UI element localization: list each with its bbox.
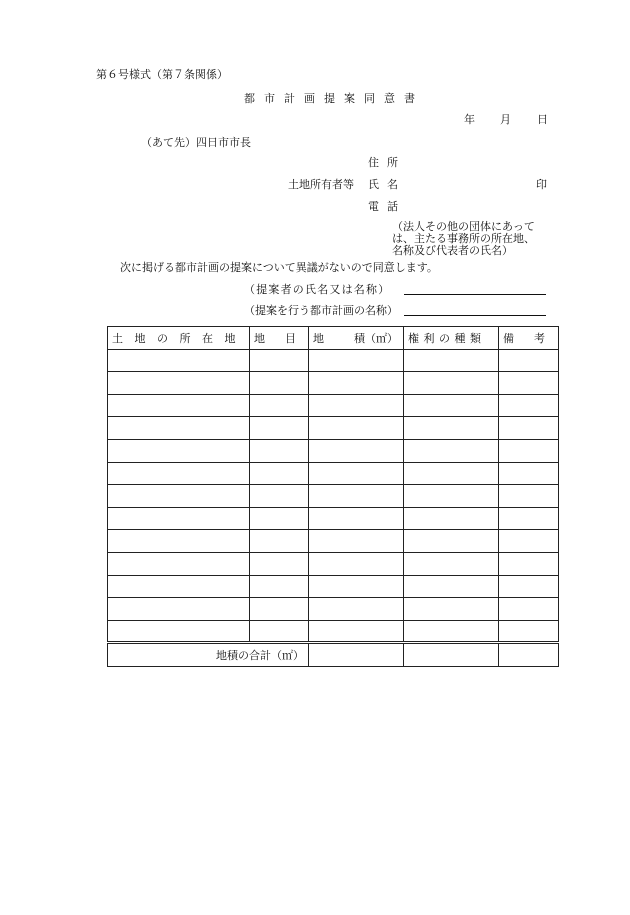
address-label: 住所	[368, 156, 406, 169]
land-category-cell[interactable]	[250, 372, 309, 395]
land-category-cell[interactable]	[250, 462, 309, 485]
area-cell[interactable]	[309, 598, 404, 621]
corporate-note	[392, 221, 535, 257]
header-location: 土地の所在地	[108, 327, 250, 350]
land-category-cell[interactable]	[250, 485, 309, 508]
document-title: 都市計画提案同意書	[244, 92, 424, 105]
total-empty-cell	[499, 643, 559, 667]
table-row	[108, 439, 559, 462]
table-row	[108, 620, 559, 643]
remarks-cell[interactable]	[499, 620, 559, 643]
land-category-cell[interactable]	[250, 620, 309, 643]
consent-statement: 次に掲げる都市計画の提案について異議がないので同意します。	[120, 261, 438, 274]
date-month-label: 月	[500, 113, 511, 126]
table-row	[108, 552, 559, 575]
land-category-cell[interactable]	[250, 598, 309, 621]
table-row	[108, 530, 559, 553]
plan-name-field	[244, 302, 546, 318]
location-cell[interactable]	[108, 372, 250, 395]
location-cell[interactable]	[108, 349, 250, 372]
remarks-cell[interactable]	[499, 439, 559, 462]
table-row	[108, 507, 559, 530]
date-year-label: 年	[464, 113, 475, 126]
right-type-cell[interactable]	[404, 620, 499, 643]
table-row	[108, 575, 559, 598]
corporate-note-line: は、主たる事務所の所在地、	[392, 232, 535, 245]
owner-label: 土地所有者等	[288, 178, 354, 191]
land-category-cell[interactable]	[250, 575, 309, 598]
remarks-cell[interactable]	[499, 349, 559, 372]
header-area-suffix: 積（㎡）	[354, 331, 398, 345]
proposer-input-line[interactable]	[404, 294, 546, 295]
phone-label: 電話	[368, 200, 406, 213]
right-type-cell[interactable]	[404, 552, 499, 575]
area-cell[interactable]	[309, 485, 404, 508]
area-cell[interactable]	[309, 462, 404, 485]
remarks-cell[interactable]	[499, 462, 559, 485]
area-cell[interactable]	[309, 372, 404, 395]
right-type-cell[interactable]	[404, 507, 499, 530]
location-cell[interactable]	[108, 394, 250, 417]
right-type-cell[interactable]	[404, 530, 499, 553]
table-row	[108, 372, 559, 395]
location-cell[interactable]	[108, 575, 250, 598]
plan-name-label: （提案を行う都市計画の名称）	[244, 304, 398, 317]
land-category-cell[interactable]	[250, 552, 309, 575]
table-header-row	[108, 327, 559, 350]
remarks-cell[interactable]	[499, 372, 559, 395]
location-cell[interactable]	[108, 620, 250, 643]
land-table	[107, 326, 565, 667]
seal-mark: 印	[536, 178, 547, 191]
area-cell[interactable]	[309, 575, 404, 598]
total-area-label: 地積の合計（㎡）	[108, 643, 309, 667]
header-area-prefix: 地	[313, 331, 324, 345]
header-area	[309, 327, 404, 350]
remarks-cell[interactable]	[499, 417, 559, 440]
area-cell[interactable]	[309, 620, 404, 643]
name-label: 氏名	[368, 178, 406, 191]
right-type-cell[interactable]	[404, 372, 499, 395]
total-empty-cell	[404, 643, 499, 667]
right-type-cell[interactable]	[404, 439, 499, 462]
remarks-cell[interactable]	[499, 598, 559, 621]
proposer-label: （提案者の氏名又は名称）	[244, 283, 391, 296]
area-cell[interactable]	[309, 552, 404, 575]
header-remarks: 備考	[499, 327, 559, 350]
land-category-cell[interactable]	[250, 417, 309, 440]
form-number: 第６号様式（第７条関係）	[96, 68, 228, 81]
area-cell[interactable]	[309, 394, 404, 417]
land-category-cell[interactable]	[250, 439, 309, 462]
location-cell[interactable]	[108, 485, 250, 508]
land-category-cell[interactable]	[250, 530, 309, 553]
area-cell[interactable]	[309, 507, 404, 530]
table-row	[108, 349, 559, 372]
right-type-cell[interactable]	[404, 598, 499, 621]
land-category-cell[interactable]	[250, 394, 309, 417]
right-type-cell[interactable]	[404, 462, 499, 485]
right-type-cell[interactable]	[404, 394, 499, 417]
addressee: （あて先）四日市市長	[141, 136, 251, 149]
table-row	[108, 485, 559, 508]
total-area-cell[interactable]	[309, 643, 404, 667]
location-cell[interactable]	[108, 439, 250, 462]
remarks-cell[interactable]	[499, 394, 559, 417]
remarks-cell[interactable]	[499, 552, 559, 575]
table-row	[108, 394, 559, 417]
plan-name-input-line[interactable]	[404, 315, 546, 316]
table-row	[108, 462, 559, 485]
proposer-field	[244, 281, 546, 297]
right-type-cell[interactable]	[404, 575, 499, 598]
right-type-cell[interactable]	[404, 485, 499, 508]
remarks-cell[interactable]	[499, 530, 559, 553]
header-right-type: 権利の種類	[404, 327, 499, 350]
total-row	[108, 643, 559, 667]
location-cell[interactable]	[108, 462, 250, 485]
header-land-category: 地目	[250, 327, 309, 350]
remarks-cell[interactable]	[499, 575, 559, 598]
area-cell[interactable]	[309, 417, 404, 440]
location-cell[interactable]	[108, 417, 250, 440]
table-row	[108, 417, 559, 440]
right-type-cell[interactable]	[404, 349, 499, 372]
location-cell[interactable]	[108, 552, 250, 575]
table-row	[108, 598, 559, 621]
area-cell[interactable]	[309, 530, 404, 553]
right-type-cell[interactable]	[404, 417, 499, 440]
location-cell[interactable]	[108, 507, 250, 530]
location-cell[interactable]	[108, 530, 250, 553]
remarks-cell[interactable]	[499, 507, 559, 530]
area-cell[interactable]	[309, 439, 404, 462]
corporate-note-line: 名称及び代表者の氏名）	[392, 244, 513, 257]
corporate-note-line: （法人その他の団体にあって	[392, 220, 535, 233]
area-cell[interactable]	[309, 349, 404, 372]
location-cell[interactable]	[108, 598, 250, 621]
land-category-cell[interactable]	[250, 507, 309, 530]
land-category-cell[interactable]	[250, 349, 309, 372]
date-day-label: 日	[537, 113, 548, 126]
remarks-cell[interactable]	[499, 485, 559, 508]
